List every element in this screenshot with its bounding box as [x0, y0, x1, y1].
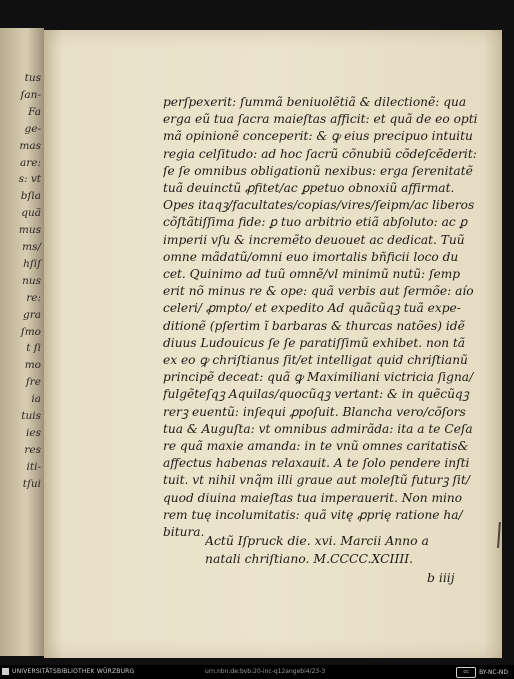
left-page-fragment: hſiſ [23, 257, 41, 270]
left-page-fragment: mo [24, 359, 41, 372]
text-line: tuit. vt nihil vnq̃m illi graue aut moleſtũ futurꝫ ſit/ [163, 473, 470, 488]
text-line: ex eo ꝙ chriſtianus ſit/et intelligat quid chriſtianũ [163, 353, 468, 368]
text-line: tua & Auguſta: vt omnibus admirãda: ita a te Ceſa [163, 421, 473, 436]
left-page-fragment: ies [26, 426, 41, 439]
margin-mark [497, 522, 501, 548]
license-label: BY-NC-ND [479, 669, 508, 676]
footer-bar [0, 665, 514, 679]
institution-name[interactable]: UNIVERSITÄTSBIBLIOTHEK WÜRZBURG [12, 668, 135, 675]
left-page-fragment: ſmo [20, 325, 41, 338]
left-page-fragment: tus [24, 72, 41, 84]
left-page-fragment: res [24, 443, 41, 456]
left-page-fragment: Fa [28, 105, 41, 118]
left-page-fragment: ſre [25, 376, 41, 389]
cc-icon: cc [456, 667, 476, 678]
text-line: tuã deuinctũ ꝓfitet/ac ꝑpetuo obnoxiũ affirmat. [163, 181, 455, 196]
text-line: rerꝫ euentũ: inſequi ꝓpoſuit. Blancha vero/cõſors [163, 404, 466, 419]
left-page-fragment: nus [22, 274, 41, 287]
left-page-fragment: ia [31, 393, 41, 406]
text-line: cõſtãtiſſima fide: ꝑ tuo arbitrio etiã abſoluto: ac ꝑ [163, 215, 468, 230]
text-line: mã opinionẽ conceperit: & ꝙ eius precipuo intuitu [163, 129, 473, 144]
left-page-fragment: ſan- [20, 88, 41, 101]
left-page-fragment: iti- [26, 460, 41, 473]
text-line: erit nõ minus re & ope: quã verbis aut ſermõe: aío [163, 284, 474, 299]
left-page-fragment: gra [22, 308, 41, 321]
left-page-fragment: mus [18, 224, 41, 237]
left-page-fragment: quã [21, 207, 41, 220]
text-line: regia celſitudo: ad hoc ſacrũ cõnubiũ cõdeſcẽderit: [163, 146, 477, 161]
text-line: cet. Quinimo ad tuũ omnẽ/vl minimũ nutũ: ſemp [163, 267, 461, 282]
text-line: bitura. [163, 525, 205, 540]
text-line: Opes itaqꝫ/facultates/copias/vires/ſeipm/ac liberos [163, 198, 475, 213]
dating-clause [205, 532, 485, 567]
text-line: re quã maxie amanda: in te vnũ omnes caritatis& [163, 439, 469, 454]
right-page [44, 30, 502, 658]
text-line: imperii vſu & incremẽto deuouet ac dedicat. Tuũ [163, 232, 465, 247]
left-page-fragment: tſui [22, 477, 41, 490]
text-line: ditionẽ (pſertim ĩ barbaras & thurcas natões) idẽ [163, 318, 465, 333]
left-page-fragment: s: vt [18, 173, 41, 186]
left-page-fragment: mas [19, 139, 41, 152]
text-line: fulgẽteſqꝫ Aquilas/quocũqꝫ vertant: & in quẽcũqꝫ [163, 387, 469, 402]
text-line: rem tuę incolumitatis: quã vitę ꝓprię ratione ha/ [163, 507, 463, 522]
text-line: quod diuina maieſtas tua imperauerit. Non mino [163, 490, 463, 505]
dating-line: natali chriſtiano. M.CCCC.XCIIII. [205, 550, 414, 566]
left-page-fragment: tuis [21, 410, 41, 422]
library-logo-icon [2, 668, 9, 675]
left-page-fragment: bſia [20, 190, 41, 203]
left-page-fragment: ge- [24, 122, 41, 135]
left-page-fragment: are: [19, 156, 41, 169]
body-text [163, 94, 483, 541]
left-page-fragment: t ſi [26, 342, 41, 355]
text-line: diuus Ludouicus ſe ſe paratiſſimũ exhibet. non tã [163, 335, 466, 350]
text-line: celeri/ ꝓmpto/ et expedito Ad quãcũqꝫ tuã expe- [163, 301, 461, 316]
text-line: principẽ deceat: quã ꝙ Maximiliani victricia ſigna/ [163, 370, 474, 385]
text-line: ſe ſe omnibus obligationũ nexibus: erga ſerenitatẽ [163, 163, 473, 178]
text-line: perſpexerit: ſummã beniuolẽtiã & dilectionẽ: qua [163, 95, 467, 109]
text-line: omne mãdatũ/omni euo imortalis bñficii loco du [163, 249, 459, 264]
signature-mark: b iiij [427, 570, 455, 585]
urn-identifier[interactable]: urn:nbn:de:bvb:20-inc-q12angebi4/23-3 [205, 668, 326, 675]
text-line: erga eũ tua ſacra maieſtas afficit: et quã de eo opti [163, 112, 478, 127]
text-line: affectus habenas relaxauit. A te ſolo pendere inſti [163, 456, 470, 471]
license-badge[interactable] [456, 667, 508, 678]
left-page-fragment: ms/ [22, 241, 41, 253]
dating-line: Actũ Iſpruck die. xvi. Marcii Anno a [205, 533, 429, 548]
left-page-fragment: re: [26, 291, 41, 304]
left-page-edge [0, 28, 44, 656]
